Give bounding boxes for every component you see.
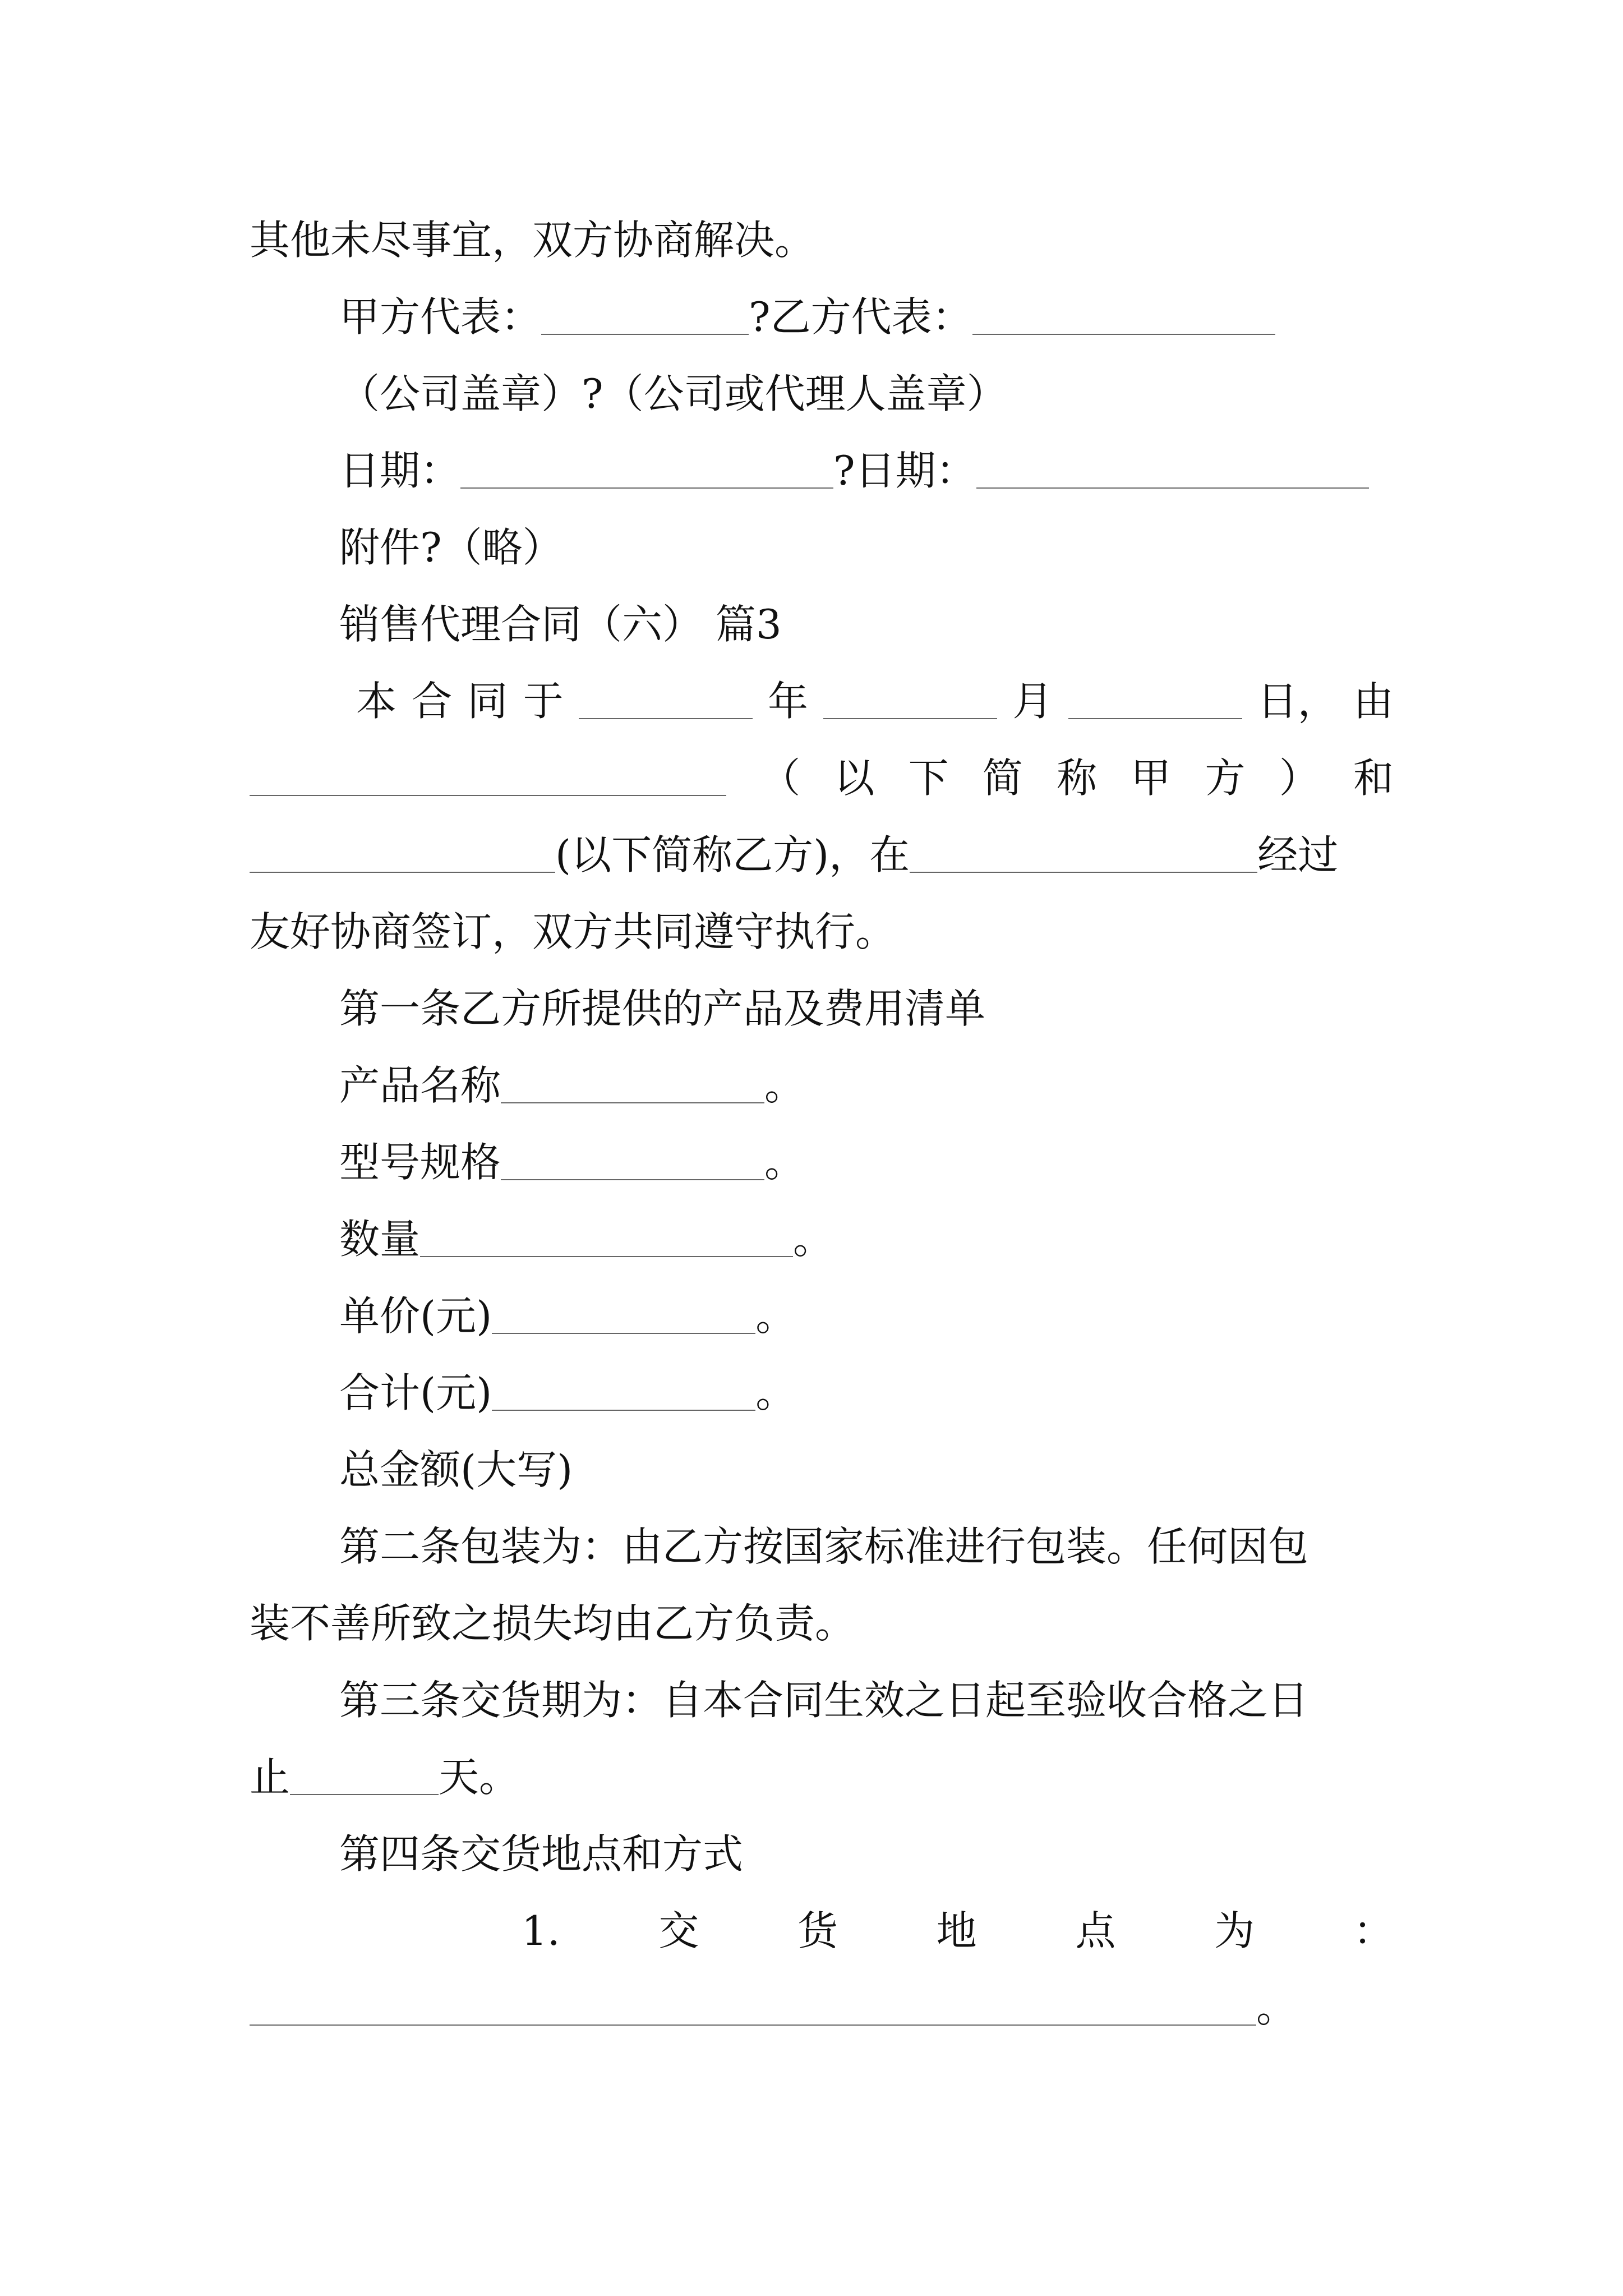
period: 。 bbox=[755, 1369, 796, 1416]
delivery-place-blank[interactable] bbox=[250, 2024, 1256, 2026]
line-text: 止 bbox=[250, 1754, 291, 1801]
period: 。 bbox=[764, 1062, 805, 1109]
word: 合 bbox=[412, 678, 453, 725]
contract-title bbox=[250, 586, 1394, 663]
line-text: 附件?（略） bbox=[339, 524, 563, 571]
word: 本 bbox=[356, 678, 397, 725]
word: 简 bbox=[982, 754, 1023, 802]
model-spec-blank[interactable] bbox=[501, 1179, 764, 1180]
field-label: 数量 bbox=[339, 1216, 421, 1263]
word: （ bbox=[760, 754, 801, 802]
word: 于 bbox=[523, 678, 564, 725]
word: 和 bbox=[1353, 754, 1394, 802]
signature-representatives-line bbox=[250, 279, 1394, 356]
period: 。 bbox=[1256, 1984, 1297, 2031]
signature-date-line bbox=[250, 432, 1394, 509]
word: 地 bbox=[936, 1907, 977, 1954]
attachment-line bbox=[250, 509, 1394, 586]
word: 月 bbox=[1012, 678, 1053, 725]
line-text: 销售代理合同（六） 篇3 bbox=[339, 601, 782, 648]
line-text: 第一条乙方所提供的产品及费用清单 bbox=[339, 985, 986, 1032]
party-b-text: (以下简称乙方)，在 bbox=[555, 831, 910, 878]
article-3-line-2 bbox=[250, 1739, 1394, 1816]
word: ： bbox=[1353, 1907, 1394, 1954]
year-blank[interactable] bbox=[579, 717, 753, 719]
line-text: 装不善所致之损失均由乙方负责。 bbox=[250, 1600, 856, 1647]
line-text: 其他未尽事宜，双方协商解决。 bbox=[250, 217, 815, 264]
word: 同 bbox=[467, 678, 508, 725]
field-label: 合计(元) bbox=[339, 1369, 492, 1416]
word: 年 bbox=[768, 678, 809, 725]
subtotal-line bbox=[250, 1355, 1394, 1432]
article-2-line-2 bbox=[250, 1585, 1394, 1662]
seal-line bbox=[250, 356, 1394, 432]
document-body bbox=[250, 202, 1394, 2046]
party-b-date-blank[interactable] bbox=[976, 487, 1369, 489]
word: 下 bbox=[908, 754, 949, 802]
article-1-heading bbox=[250, 970, 1394, 1047]
field-label: 型号规格 bbox=[339, 1139, 501, 1186]
party-b-date-label: ?日期： bbox=[833, 447, 976, 494]
line-text: 第四条交货地点和方式 bbox=[339, 1830, 744, 1878]
subtotal-blank[interactable] bbox=[492, 1409, 755, 1411]
article-4-heading bbox=[250, 1816, 1394, 1893]
party-a-date-label: 日期： bbox=[339, 447, 461, 494]
word: 为 bbox=[1214, 1907, 1255, 1954]
line-text: 第二条包装为：由乙方按国家标准进行包装。任何因包 bbox=[339, 1523, 1309, 1570]
word: ） bbox=[1279, 754, 1320, 802]
total-amount-line bbox=[250, 1432, 1394, 1508]
word: 以 bbox=[834, 754, 875, 802]
word: 甲 bbox=[1131, 754, 1172, 802]
quantity-line bbox=[250, 1201, 1394, 1278]
word: 日， bbox=[1257, 678, 1338, 725]
line-text: 天。 bbox=[439, 1754, 520, 1801]
field-label: 总金额(大写) bbox=[339, 1446, 573, 1493]
party-b-line bbox=[250, 817, 1394, 894]
unit-price-blank[interactable] bbox=[492, 1332, 755, 1334]
word: 货 bbox=[797, 1907, 838, 1954]
period: 。 bbox=[793, 1216, 834, 1263]
text-line-misc-matters bbox=[250, 202, 1394, 279]
delivery-place-blank-line bbox=[250, 1970, 1394, 2046]
period: 。 bbox=[764, 1139, 805, 1186]
after-text: 经过 bbox=[1257, 831, 1339, 878]
field-label: 产品名称 bbox=[339, 1062, 501, 1109]
signing-place-blank[interactable] bbox=[910, 871, 1257, 873]
word: 由 bbox=[1353, 678, 1394, 725]
word: 交 bbox=[658, 1907, 699, 1954]
party-b-rep-blank[interactable] bbox=[972, 333, 1275, 335]
period: 。 bbox=[755, 1292, 796, 1340]
text-line-agreement bbox=[250, 894, 1394, 970]
party-b-name-blank[interactable] bbox=[250, 871, 555, 873]
party-a-rep-blank[interactable] bbox=[541, 333, 749, 335]
word: 称 bbox=[1057, 754, 1098, 802]
month-blank[interactable] bbox=[823, 717, 997, 719]
word: 点 bbox=[1075, 1907, 1116, 1954]
unit-price-line bbox=[250, 1278, 1394, 1355]
word: 方 bbox=[1205, 754, 1246, 802]
model-spec-line bbox=[250, 1124, 1394, 1201]
word: 1. bbox=[522, 1907, 560, 1954]
product-name-blank[interactable] bbox=[501, 1102, 764, 1103]
quantity-blank[interactable] bbox=[420, 1255, 793, 1257]
line-text: 友好协商签订，双方共同遵守执行。 bbox=[250, 908, 896, 955]
day-blank[interactable] bbox=[1068, 717, 1242, 719]
party-a-rep-label: 甲方代表： bbox=[339, 293, 542, 341]
line-text: 第三条交货期为：自本合同生效之日起至验收合格之日 bbox=[339, 1677, 1309, 1724]
party-a-date-blank[interactable] bbox=[460, 487, 833, 489]
party-a-name-blank[interactable] bbox=[250, 794, 726, 796]
party-a-line bbox=[250, 740, 1394, 817]
line-text: （公司盖章）?（公司或代理人盖章） bbox=[339, 370, 1007, 417]
article-2-line-1 bbox=[250, 1508, 1394, 1585]
article-3-line-1 bbox=[250, 1662, 1394, 1739]
field-label: 单价(元) bbox=[339, 1292, 492, 1340]
product-name-line bbox=[250, 1047, 1394, 1124]
delivery-place-line bbox=[250, 1893, 1394, 1970]
party-b-rep-label: ?乙方代表： bbox=[749, 293, 972, 341]
delivery-days-blank[interactable] bbox=[290, 1793, 439, 1795]
contract-date-line bbox=[250, 663, 1394, 740]
